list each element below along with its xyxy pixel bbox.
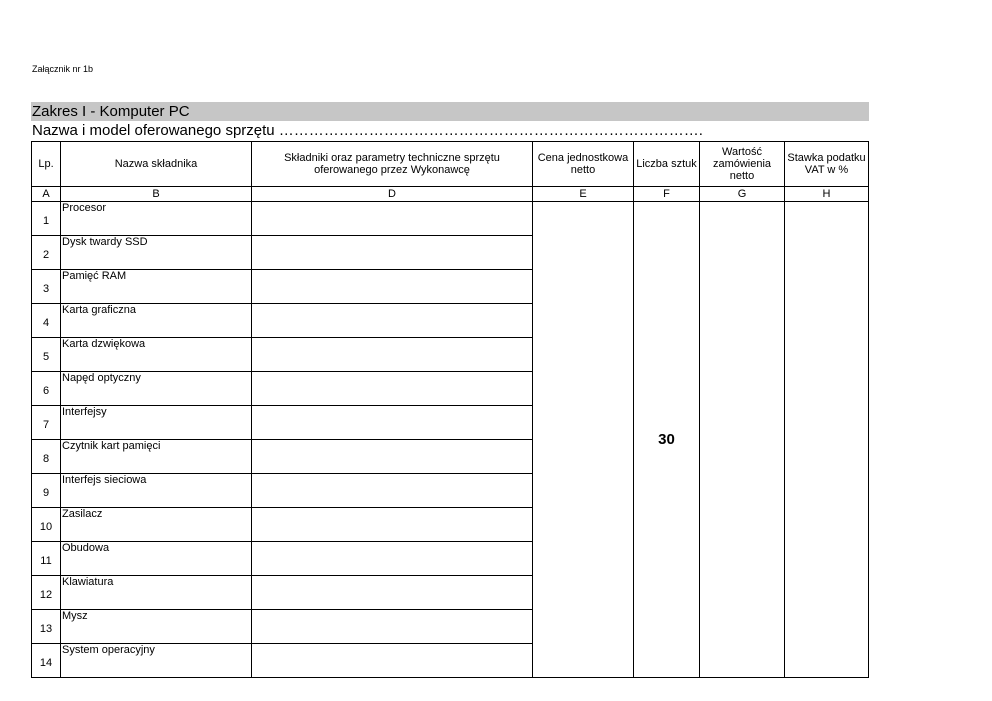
parameters-cell[interactable]	[252, 270, 533, 304]
section-title: Zakres I - Komputer PC	[31, 102, 869, 121]
component-name: Czytnik kart pamięci	[61, 440, 252, 474]
parameters-cell[interactable]	[252, 508, 533, 542]
annex-label: Załącznik nr 1b	[32, 64, 94, 74]
column-letter: F	[634, 187, 700, 202]
parameters-cell[interactable]	[252, 236, 533, 270]
row-number: 6	[32, 372, 61, 406]
header-vat-rate: Stawka podatku VAT w %	[785, 142, 869, 187]
component-name: Interfejs sieciowa	[61, 474, 252, 508]
unit-price-cell[interactable]	[533, 202, 634, 678]
component-name: Obudowa	[61, 542, 252, 576]
parameters-cell[interactable]	[252, 474, 533, 508]
column-letter: G	[700, 187, 785, 202]
component-name: Procesor	[61, 202, 252, 236]
parameters-cell[interactable]	[252, 202, 533, 236]
header-lp: Lp.	[32, 142, 61, 187]
column-letter: E	[533, 187, 634, 202]
parameters-cell[interactable]	[252, 610, 533, 644]
table-row	[32, 202, 869, 236]
quantity-cell: 30	[634, 202, 700, 678]
row-number: 7	[32, 406, 61, 440]
component-name: Napęd optyczny	[61, 372, 252, 406]
component-name: Mysz	[61, 610, 252, 644]
component-name: Karta dzwiękowa	[61, 338, 252, 372]
row-number: 5	[32, 338, 61, 372]
component-name: Karta graficzna	[61, 304, 252, 338]
parameters-cell[interactable]	[252, 304, 533, 338]
header-unit-price: Cena jednostkowa netto	[533, 142, 634, 187]
component-name: Pamięć RAM	[61, 270, 252, 304]
offer-table	[31, 141, 869, 678]
model-line: Nazwa i model oferowanego sprzętu ………………………………………………………………………….	[32, 122, 703, 139]
parameters-cell[interactable]	[252, 406, 533, 440]
parameters-cell[interactable]	[252, 338, 533, 372]
row-number: 9	[32, 474, 61, 508]
parameters-cell[interactable]	[252, 440, 533, 474]
order-value-cell[interactable]	[700, 202, 785, 678]
row-number: 3	[32, 270, 61, 304]
parameters-cell[interactable]	[252, 644, 533, 678]
column-letter: D	[252, 187, 533, 202]
row-number: 10	[32, 508, 61, 542]
row-number: 14	[32, 644, 61, 678]
row-number: 4	[32, 304, 61, 338]
column-letter: A	[32, 187, 61, 202]
header-parameters: Składniki oraz parametry techniczne sprzętu oferowanego przez Wykonawcę	[252, 142, 533, 187]
component-name: Zasilacz	[61, 508, 252, 542]
row-number: 11	[32, 542, 61, 576]
header-row	[32, 142, 869, 187]
component-name: Interfejsy	[61, 406, 252, 440]
component-name: Klawiatura	[61, 576, 252, 610]
row-number: 1	[32, 202, 61, 236]
component-name: System operacyjny	[61, 644, 252, 678]
row-number: 8	[32, 440, 61, 474]
parameters-cell[interactable]	[252, 576, 533, 610]
header-order-value: Wartość zamówienia netto	[700, 142, 785, 187]
vat-rate-cell[interactable]	[785, 202, 869, 678]
header-quantity: Liczba sztuk	[634, 142, 700, 187]
column-letter: B	[61, 187, 252, 202]
row-number: 13	[32, 610, 61, 644]
header-component-name: Nazwa składnika	[61, 142, 252, 187]
column-letters-row	[32, 187, 869, 202]
parameters-cell[interactable]	[252, 542, 533, 576]
row-number: 12	[32, 576, 61, 610]
parameters-cell[interactable]	[252, 372, 533, 406]
column-letter: H	[785, 187, 869, 202]
row-number: 2	[32, 236, 61, 270]
component-name: Dysk twardy SSD	[61, 236, 252, 270]
